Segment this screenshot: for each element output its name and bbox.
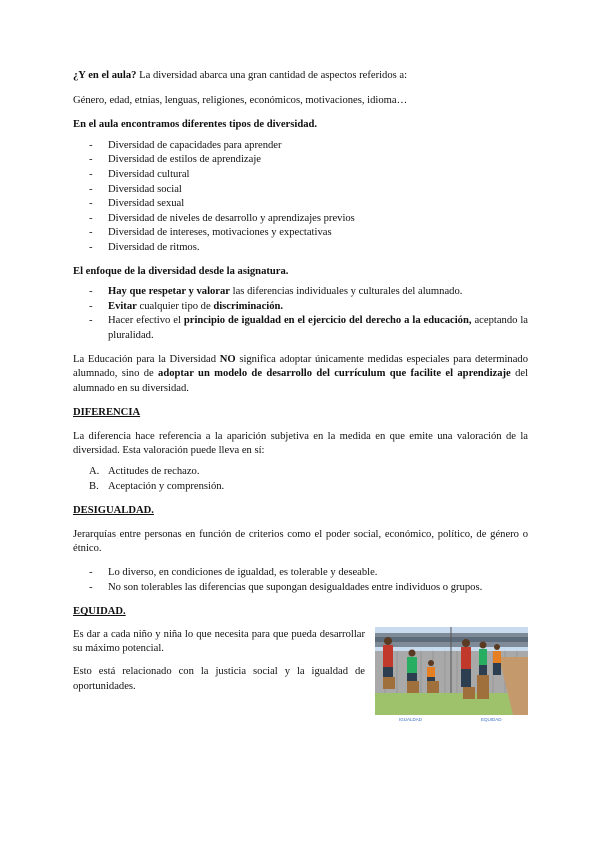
education-bold-phrase: adoptar un modelo de desarrollo del currículum que facilite el aprendizaje — [158, 368, 511, 380]
approach-item3-text: aceptando la pluralidad. — [108, 315, 528, 341]
list-item — [73, 285, 528, 300]
list-item-text: Aceptación y comprensión. — [108, 480, 225, 492]
intro-question-text: La diversidad abarca una gran cantidad de aspectos referidos a: — [136, 70, 408, 81]
diferencia-heading: DIFERENCIA — [73, 407, 141, 419]
list-marker: A. — [89, 466, 100, 478]
equidad-section — [73, 628, 528, 728]
approach-item3-bold: principio de igualdad en el ejercicio del derecho a la educación, — [183, 315, 472, 327]
equidad-heading: EQUIDAD. — [73, 606, 126, 618]
education-no: NO — [219, 353, 236, 365]
list-item — [73, 465, 528, 480]
classroom-diversity-list — [73, 139, 528, 256]
intro-question: ¿Y en el aula? — [73, 70, 137, 81]
intro-question-line — [73, 69, 528, 84]
intro-aspects: Género, edad, etnias, lenguas, religiones, económicos, motivaciones, idioma… — [73, 94, 408, 106]
diferencia-text: La diferencia hace referencia a la aparición subjetiva en la medida en que emite una valoración de la diversidad. Esta valoración puede lleva en sí: — [73, 430, 528, 457]
list-item — [73, 314, 528, 343]
list-item: - Diversidad de ritmos. — [73, 241, 528, 256]
list-item: - Diversidad social — [73, 183, 528, 198]
list-item: - Lo diverso, en condiciones de igualdad, es tolerable y deseable. — [73, 566, 528, 581]
equidad-text2: Esto está relacionado con la justicia social y la igualdad de oportunidades. — [73, 666, 365, 692]
list-item: - No son tolerables las diferencias que supongan desigualdades entre individuos o grupos. — [73, 581, 528, 596]
desigualdad-list — [73, 566, 528, 595]
list-item: - Diversidad de niveles de desarrollo y aprendizajes previos — [73, 212, 528, 227]
classroom-heading: En el aula encontramos diferentes tipos de diversidad. — [73, 119, 318, 131]
list-item: - Diversidad cultural — [73, 168, 528, 183]
equality-equity-illustration — [375, 627, 528, 715]
approach-item2-bold2: discriminación. — [213, 300, 284, 312]
list-item: - Diversidad de estilos de aprendizaje — [73, 153, 528, 168]
education-text: del alumnado en su diversidad. — [73, 368, 529, 394]
approach-list — [73, 285, 528, 343]
equidad-text1: Es dar a cada niño y niña lo que necesita para que pueda desarrollar su máximo potencial. — [73, 628, 365, 655]
illustration-caption-right: EQUIDAD — [481, 716, 502, 722]
education-text: La Educación para la Diversidad — [73, 353, 220, 365]
list-item: - Diversidad de capacidades para aprender — [73, 139, 528, 154]
approach-item2-text: cualquier tipo de — [136, 300, 214, 312]
list-item: - Diversidad de intereses, motivaciones y expectativas — [73, 226, 528, 241]
document-content — [73, 69, 528, 728]
approach-heading: El enfoque de la diversidad desde la asignatura. — [73, 265, 289, 277]
desigualdad-text: Jerarquías entre personas en función de criterios como el poder social, económico, político, de género o étnico. — [73, 528, 528, 555]
education-paragraph — [73, 353, 528, 397]
desigualdad-heading: DESIGUALDAD. — [73, 505, 154, 517]
approach-item1-bold: Hay que respetar y valorar — [108, 286, 231, 298]
list-item — [73, 300, 528, 315]
approach-item2-bold: Evitar — [108, 300, 137, 312]
education-text: significa adoptar únicamente medidas especiales para determinado alumnado, sino de — [73, 353, 528, 380]
illustration-caption-left: IGUALDAD — [399, 716, 423, 722]
list-marker: B. — [89, 480, 99, 492]
list-item — [73, 480, 528, 495]
list-item-text: Actitudes de rechazo. — [108, 466, 200, 478]
approach-item1-text: las diferencias individuales y culturales del alumnado. — [230, 286, 463, 298]
approach-item3-pre: Hacer efectivo el — [108, 315, 184, 327]
list-item: - Diversidad sexual — [73, 197, 528, 212]
diferencia-list — [73, 465, 528, 494]
equidad-text-column — [73, 628, 365, 694]
